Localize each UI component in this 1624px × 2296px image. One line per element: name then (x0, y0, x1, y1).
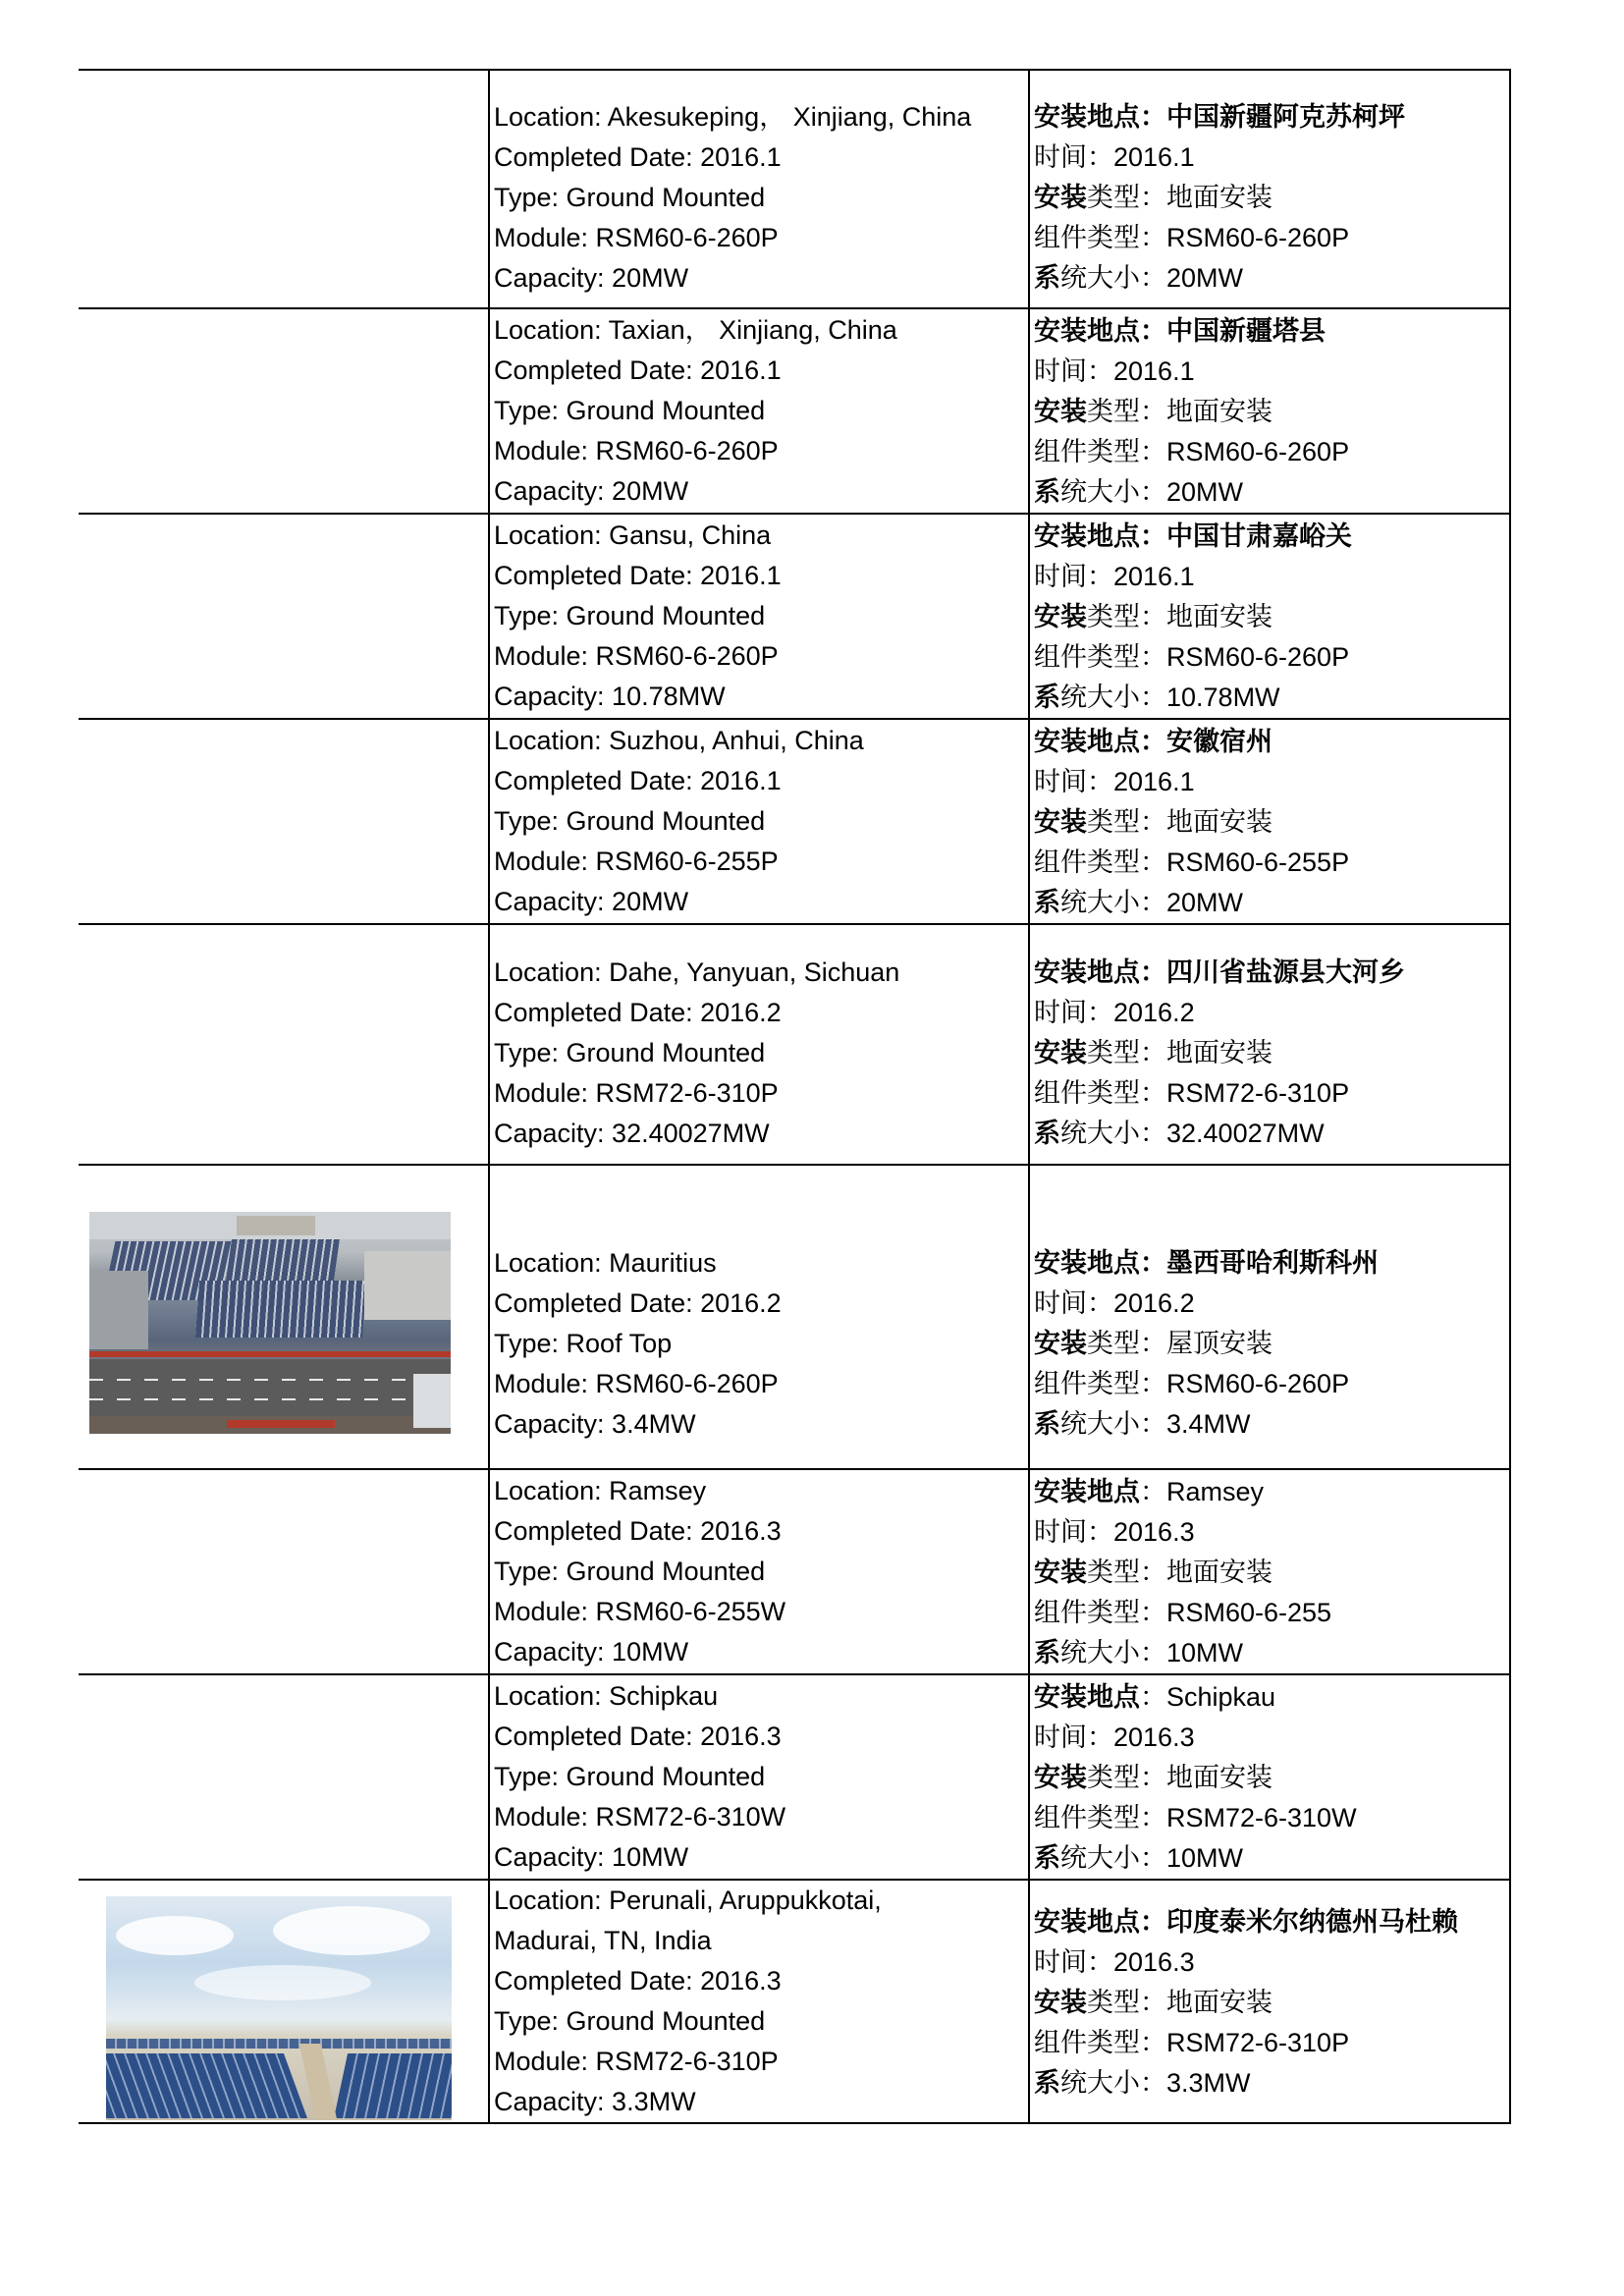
detail-line-en: Module: RSM60-6-255W (494, 1597, 786, 1626)
table-row (79, 1165, 1510, 1469)
detail-line-en: Completed Date: 2016.2 (494, 1288, 782, 1318)
project-photo-cell (79, 514, 489, 719)
detail-label-strong: 系 (1034, 1638, 1060, 1667)
detail-value: 统大小：10MW (1060, 1638, 1244, 1667)
detail-label-strong: 安装 (1034, 602, 1087, 631)
detail-line-en: Type: Ground Mounted (494, 183, 766, 212)
project-details-cn (1029, 514, 1510, 719)
detail-line-cn (1034, 1633, 1505, 1673)
detail-value: ：中国新疆阿克苏柯坪 (1140, 102, 1405, 132)
detail-value: 组件类型：RSM60-6-255P (1034, 847, 1350, 877)
detail-value: 组件类型：RSM60-6-260P (1034, 437, 1350, 466)
detail-line-cn (1034, 1512, 1505, 1553)
detail-line-en: Capacity: 20MW (494, 263, 689, 293)
detail-line-en: Location: Akesukeping， Xinjiang, China (494, 102, 972, 132)
detail-label-strong: 安装 (1034, 1763, 1087, 1792)
detail-value: ：印度泰米尔纳德州马杜赖 (1140, 1906, 1458, 1937)
detail-line-cn (1034, 2023, 1505, 2063)
detail-line-cn (1034, 218, 1505, 258)
detail-line-en: Type: Ground Mounted (494, 806, 766, 836)
detail-line-cn (1034, 1073, 1505, 1114)
project-photo-cell (79, 1880, 489, 2123)
detail-value: 类型：地面安装 (1087, 1558, 1272, 1587)
project-details-en (489, 1469, 1029, 1674)
project-details-en (489, 70, 1029, 308)
detail-line-cn (1034, 993, 1505, 1033)
detail-value: 统大小：10MW (1060, 1843, 1244, 1873)
detail-line-en: Capacity: 10.78MW (494, 682, 726, 711)
detail-line-cn (1034, 1404, 1505, 1445)
detail-label-strong: 系 (1034, 263, 1060, 293)
detail-value: 类型：地面安装 (1087, 807, 1272, 837)
detail-line-en: Location: Ramsey (494, 1476, 707, 1505)
detail-label-strong: 安装地点 (1034, 316, 1140, 346)
detail-line-cn (1034, 432, 1505, 472)
detail-value: 类型：地面安装 (1087, 1987, 1272, 2017)
project-table (79, 69, 1511, 2124)
project-details-cn (1029, 308, 1510, 514)
detail-line-cn (1034, 97, 1505, 137)
project-photo-cell (79, 308, 489, 514)
detail-line-en: Type: Ground Mounted (494, 601, 766, 630)
detail-line-en: Capacity: 3.3MW (494, 2087, 696, 2116)
detail-line-en: Completed Date: 2016.1 (494, 766, 782, 795)
detail-value: 统大小：3.3MW (1060, 2067, 1251, 2098)
project-details-cn (1029, 924, 1510, 1165)
detail-line-en: Module: RSM72-6-310W (494, 1802, 786, 1831)
detail-value: 统大小：20MW (1060, 263, 1244, 293)
detail-line-cn (1034, 637, 1505, 678)
detail-line-cn (1034, 472, 1505, 513)
detail-line-en: Type: Ground Mounted (494, 1557, 766, 1586)
detail-line-en: Location: Perunali, Aruppukkotai, (494, 1886, 882, 1915)
detail-value: 组件类型：RSM60-6-260P (1034, 642, 1350, 672)
detail-line-cn (1034, 1983, 1505, 2023)
detail-line-en: Type: Ground Mounted (494, 1038, 766, 1067)
detail-line-en: Completed Date: 2016.3 (494, 1516, 782, 1546)
detail-line-en: Type: Ground Mounted (494, 2006, 766, 2036)
detail-line-en: Location: Suzhou, Anhui, China (494, 726, 864, 755)
detail-line-cn (1034, 1243, 1505, 1284)
detail-line-cn (1034, 1324, 1505, 1364)
project-details-en (489, 1880, 1029, 2123)
detail-line-en: Type: Ground Mounted (494, 396, 766, 425)
detail-value: ：安徽宿州 (1140, 727, 1272, 756)
detail-line-cn (1034, 678, 1505, 718)
detail-line-en: Completed Date: 2016.1 (494, 142, 782, 172)
detail-line-en: Location: Mauritius (494, 1248, 717, 1278)
detail-value: 时间：2016.2 (1034, 998, 1195, 1027)
detail-value: 时间：2016.2 (1034, 1288, 1195, 1318)
detail-value: 统大小：20MW (1060, 477, 1244, 507)
detail-line-cn (1034, 392, 1505, 432)
detail-label-strong: 安装地点 (1034, 102, 1140, 132)
detail-value: 时间：2016.3 (1034, 1946, 1195, 1977)
detail-line-cn (1034, 1553, 1505, 1593)
detail-label-strong: 安装地点 (1034, 1682, 1140, 1712)
detail-line-cn (1034, 762, 1505, 802)
detail-value: ：中国新疆塔县 (1140, 316, 1326, 346)
detail-line-cn (1034, 557, 1505, 597)
project-details-cn (1029, 1674, 1510, 1880)
detail-value: ：Ramsey (1140, 1477, 1265, 1506)
detail-value: 类型：地面安装 (1087, 1763, 1272, 1792)
detail-value: 组件类型：RSM60-6-260P (1034, 223, 1350, 252)
detail-value: 类型：屋顶安装 (1087, 1329, 1272, 1358)
detail-value: 统大小：20MW (1060, 888, 1244, 917)
detail-line-en: Module: RSM60-6-260P (494, 223, 779, 252)
detail-label-strong: 安装地点 (1034, 1906, 1140, 1937)
project-details-en (489, 719, 1029, 924)
detail-line-en: Capacity: 10MW (494, 1842, 689, 1872)
ground-mounted-solar-photo (106, 1896, 452, 2120)
detail-line-en: Capacity: 32.40027MW (494, 1119, 770, 1148)
detail-value: 时间：2016.1 (1034, 142, 1195, 172)
table-row (79, 1880, 1510, 2123)
detail-line-en: Capacity: 10MW (494, 1637, 689, 1667)
detail-label-strong: 系 (1034, 683, 1060, 712)
detail-label-strong: 系 (1034, 2067, 1060, 2098)
project-details-cn (1029, 1880, 1510, 2123)
detail-line-en: Completed Date: 2016.3 (494, 1966, 782, 1995)
project-details-en (489, 1674, 1029, 1880)
detail-line-en: Module: RSM60-6-260P (494, 641, 779, 671)
detail-line-en: Capacity: 20MW (494, 476, 689, 506)
detail-label-strong: 安装地点 (1034, 957, 1140, 987)
detail-label-strong: 安装地点 (1034, 1477, 1140, 1506)
detail-value: ：中国甘肃嘉峪关 (1140, 521, 1352, 551)
detail-label-strong: 安装 (1034, 1038, 1087, 1067)
table-row (79, 308, 1510, 514)
project-photo-cell (79, 924, 489, 1165)
detail-line-cn (1034, 1942, 1505, 1983)
detail-line-en: Module: RSM60-6-255P (494, 847, 779, 876)
detail-line-en: Type: Roof Top (494, 1329, 673, 1358)
table-row (79, 1469, 1510, 1674)
table-row (79, 924, 1510, 1165)
detail-line-en: Capacity: 3.4MW (494, 1409, 696, 1439)
project-photo-cell (79, 1674, 489, 1880)
project-details-cn (1029, 719, 1510, 924)
detail-value: 类型：地面安装 (1087, 183, 1272, 212)
table-body (79, 70, 1510, 2123)
detail-line-en: Module: RSM72-6-310P (494, 1078, 779, 1108)
detail-line-cn (1034, 2063, 1505, 2104)
detail-line-cn (1034, 1284, 1505, 1324)
detail-value: 类型：地面安装 (1087, 602, 1272, 631)
detail-value: 时间：2016.1 (1034, 562, 1195, 591)
detail-line-en: Location: Taxian， Xinjiang, China (494, 315, 897, 345)
detail-label-strong: 系 (1034, 1409, 1060, 1439)
detail-value: 类型：地面安装 (1087, 397, 1272, 426)
detail-line-cn (1034, 1838, 1505, 1879)
detail-line-cn (1034, 137, 1505, 178)
table-row (79, 70, 1510, 308)
detail-line-en: Capacity: 20MW (494, 887, 689, 916)
detail-line-en: Type: Ground Mounted (494, 1762, 766, 1791)
detail-line-en: Completed Date: 2016.1 (494, 561, 782, 590)
detail-label-strong: 安装 (1034, 183, 1087, 212)
detail-line-en: Module: RSM72-6-310P (494, 2047, 779, 2076)
detail-line-en: Completed Date: 2016.2 (494, 998, 782, 1027)
detail-line-cn (1034, 1114, 1505, 1154)
project-photo-cell (79, 719, 489, 924)
detail-line-cn (1034, 953, 1505, 993)
detail-value: ：四川省盐源县大河乡 (1140, 957, 1405, 987)
project-photo-cell (79, 70, 489, 308)
project-details-en (489, 308, 1029, 514)
detail-line-cn (1034, 258, 1505, 299)
detail-line-cn (1034, 1677, 1505, 1718)
detail-line-cn (1034, 1718, 1505, 1758)
detail-line-cn (1034, 1758, 1505, 1798)
detail-label-strong: 安装 (1034, 1987, 1087, 2017)
project-photo-cell (79, 1469, 489, 1674)
detail-label-strong: 安装 (1034, 807, 1087, 837)
detail-label-strong: 安装 (1034, 1329, 1087, 1358)
detail-label-strong: 安装地点 (1034, 521, 1140, 551)
project-details-cn (1029, 1469, 1510, 1674)
detail-label-strong: 系 (1034, 888, 1060, 917)
detail-line-cn (1034, 1798, 1505, 1838)
detail-line-cn (1034, 843, 1505, 883)
detail-line-en: Location: Schipkau (494, 1681, 719, 1711)
detail-label-strong: 系 (1034, 1119, 1060, 1148)
detail-label-strong: 系 (1034, 1843, 1060, 1873)
detail-line-cn (1034, 1472, 1505, 1512)
detail-value: 统大小：32.40027MW (1060, 1119, 1325, 1148)
project-details-cn (1029, 1165, 1510, 1469)
detail-value: 组件类型：RSM72-6-310P (1034, 1078, 1350, 1108)
detail-line-cn (1034, 178, 1505, 218)
project-details-en (489, 514, 1029, 719)
detail-line-cn (1034, 352, 1505, 392)
detail-line-cn (1034, 722, 1505, 762)
detail-value: 统大小：3.4MW (1060, 1409, 1251, 1439)
detail-line-en: Module: RSM60-6-260P (494, 436, 779, 465)
detail-line-en: Madurai, TN, India (494, 1926, 712, 1955)
detail-value: 时间：2016.1 (1034, 767, 1195, 796)
detail-line-cn (1034, 597, 1505, 637)
detail-value: 统大小：10.78MW (1060, 683, 1280, 712)
detail-label-strong: 安装 (1034, 1558, 1087, 1587)
project-photo-cell (79, 1165, 489, 1469)
detail-line-en: Module: RSM60-6-260P (494, 1369, 779, 1398)
detail-value: 时间：2016.3 (1034, 1517, 1195, 1547)
detail-line-cn (1034, 1364, 1505, 1404)
detail-value: 时间：2016.3 (1034, 1722, 1195, 1752)
detail-label-strong: 安装地点 (1034, 727, 1140, 756)
detail-value: 组件类型：RSM60-6-255 (1034, 1598, 1332, 1627)
detail-value: 组件类型：RSM72-6-310P (1034, 2027, 1350, 2057)
detail-line-en: Completed Date: 2016.3 (494, 1722, 782, 1751)
project-details-cn (1029, 70, 1510, 308)
roof-top-solar-photo (89, 1212, 451, 1434)
detail-line-en: Location: Gansu, China (494, 520, 772, 550)
detail-value: ：墨西哥哈利斯科州 (1140, 1248, 1379, 1278)
detail-line-en: Completed Date: 2016.1 (494, 355, 782, 385)
detail-value: 类型：地面安装 (1087, 1038, 1272, 1067)
detail-line-cn (1034, 1902, 1505, 1942)
detail-label-strong: 安装地点 (1034, 1248, 1140, 1278)
table-row (79, 1674, 1510, 1880)
detail-line-en: Location: Dahe, Yanyuan, Sichuan (494, 957, 900, 987)
detail-line-cn (1034, 517, 1505, 557)
detail-value: 组件类型：RSM72-6-310W (1034, 1803, 1357, 1832)
detail-value: 时间：2016.1 (1034, 356, 1195, 386)
detail-line-cn (1034, 802, 1505, 843)
detail-value: 组件类型：RSM60-6-260P (1034, 1369, 1350, 1398)
table-row (79, 514, 1510, 719)
detail-line-cn (1034, 311, 1505, 352)
detail-line-cn (1034, 1593, 1505, 1633)
project-details-en (489, 1165, 1029, 1469)
detail-label-strong: 安装 (1034, 397, 1087, 426)
detail-value: ：Schipkau (1140, 1682, 1276, 1712)
table-row (79, 719, 1510, 924)
detail-label-strong: 系 (1034, 477, 1060, 507)
detail-line-cn (1034, 883, 1505, 923)
project-details-en (489, 924, 1029, 1165)
detail-line-cn (1034, 1033, 1505, 1073)
